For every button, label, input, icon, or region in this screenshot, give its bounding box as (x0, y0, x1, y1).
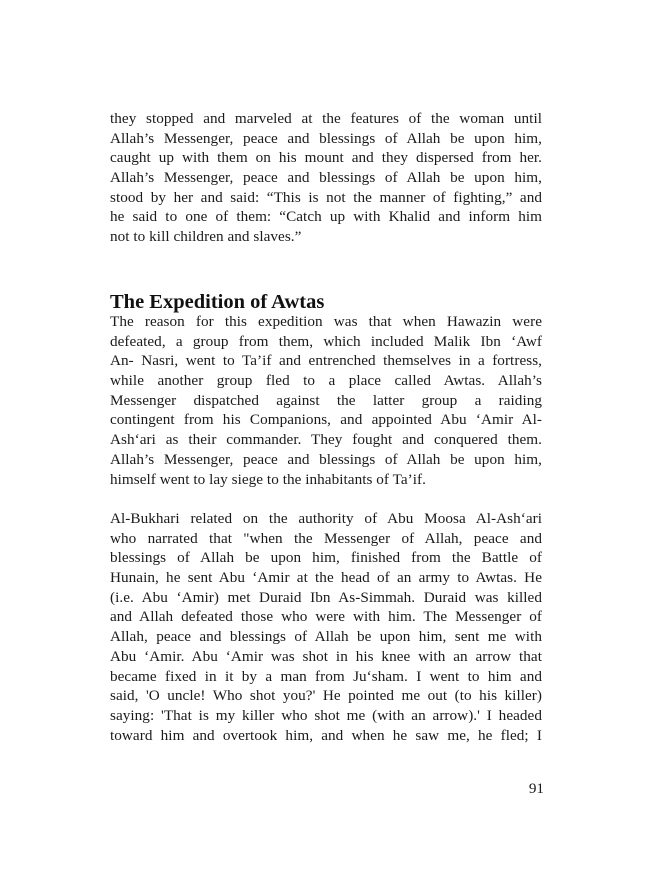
text-line: who narrated that "when the Messenger of Allah, peace and (110, 529, 542, 547)
paragraph-continuation (110, 109, 542, 247)
text-line: he said to one of them: “Catch up with Khalid and inform him (110, 208, 542, 226)
text-line: An- Nasri, went to Ta’if and entrenched themselves in a fortress, (110, 352, 542, 370)
text-line: Allah’s Messenger, peace and blessings of Allah be upon him, (110, 169, 542, 187)
text-line: while another group fled to a place called Awtas. Allah’s (110, 372, 542, 390)
page-number: 91 (528, 780, 544, 797)
text-line: (i.e. Abu ‘Amir) met Duraid Ibn As-Simmah. Duraid was killed (110, 588, 542, 606)
text-line: Hunain, he sent Abu ‘Amir at the head of an army to Awtas. He (110, 569, 542, 587)
text-line: himself went to lay siege to the inhabitants of Ta’if. (110, 470, 426, 488)
text-line: and Allah defeated those who were with him. The Messenger of (110, 608, 542, 626)
section-heading: The Expedition of Awtas (110, 291, 325, 313)
text-line: said, 'O uncle! Who shot you?' He pointed me out (to his killer) (110, 687, 542, 705)
text-line: blessings of Allah be upon him, finished from the Battle of (110, 549, 542, 567)
text-line: Abu ‘Amir. Abu ‘Amir was shot in his knee with an arrow that (110, 647, 542, 665)
text-line: Messenger dispatched against the latter group a raiding (110, 391, 542, 409)
text-line: toward him and overtook him, and when he saw me, he fled; I (110, 726, 542, 744)
text-line: The reason for this expedition was that when Hawazin were (110, 313, 542, 330)
text-line: Allah’s Messenger, peace and blessings of Allah be upon him, (110, 450, 542, 468)
text-line: contingent from his Companions, and appointed Abu ‘Amir Al- (110, 411, 542, 429)
text-line: Allah’s Messenger, peace and blessings of Allah be upon him, (110, 129, 542, 147)
text-line: defeated, a group from them, which included Malik Ibn ‘Awf (110, 332, 542, 350)
paragraph-bukhari-narration (110, 509, 542, 745)
text-line: Al-Bukhari related on the authority of Abu Moosa Al-Ash‘ari (110, 510, 542, 527)
text-line: caught up with them on his mount and they dispersed from her. (110, 149, 542, 167)
text-line: Allah, peace and blessings of Allah be upon him, sent me with (110, 628, 542, 646)
text-line: saying: 'That is my killer who shot me (with an arrow).' I headed (110, 706, 542, 724)
text-line: stood by her and said: “This is not the manner of fighting,” and (110, 188, 542, 206)
paragraph-expedition-reason (110, 312, 542, 489)
text-line: became fixed in it by a man from Ju‘sham. I went to him and (110, 667, 542, 685)
text-line: they stopped and marveled at the features of the woman until (110, 110, 542, 127)
text-line: not to kill children and slaves.” (110, 228, 302, 246)
text-line: Ash‘ari as their commander. They fought and conquered them. (110, 431, 542, 449)
